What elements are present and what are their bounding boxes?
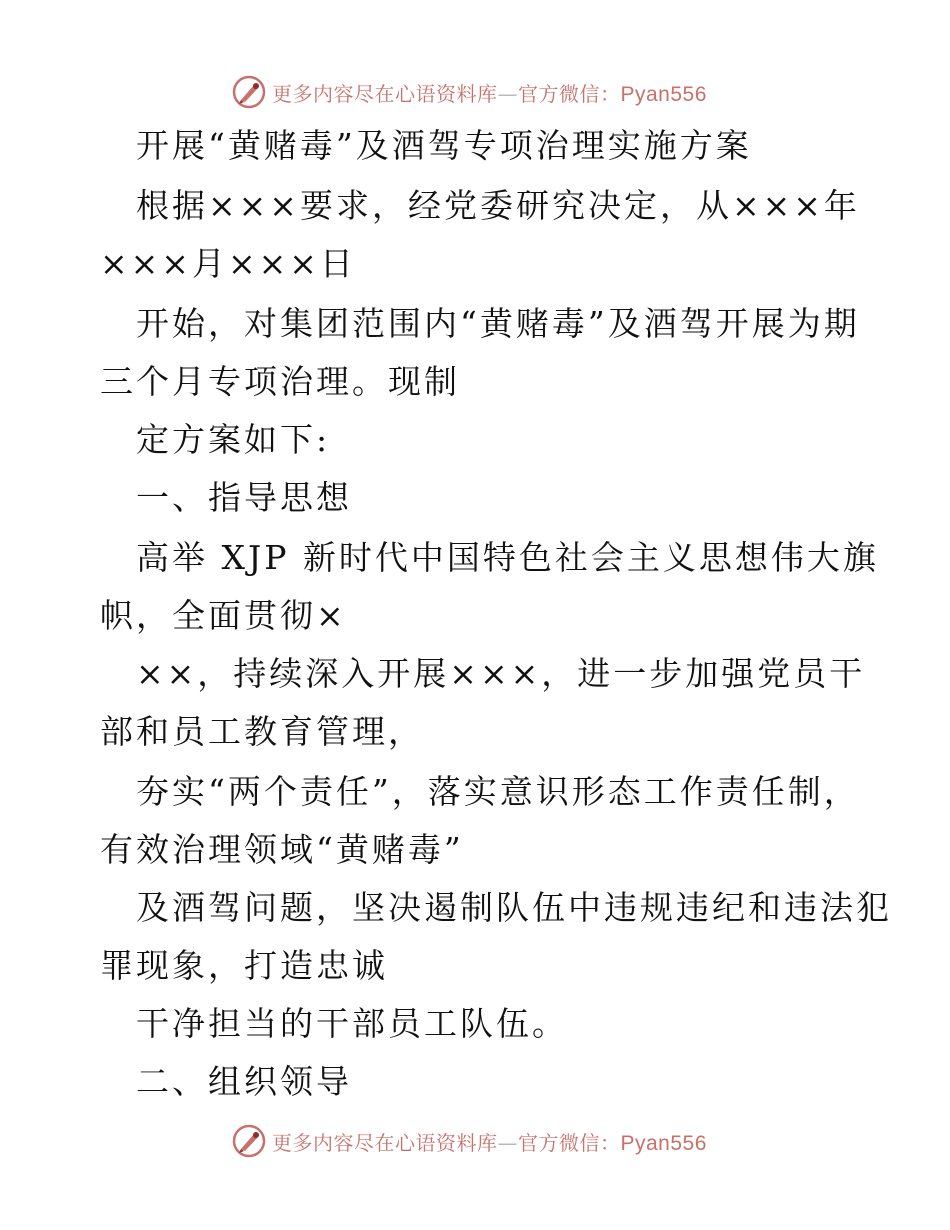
paragraph-line: 定方案如下: [136, 420, 331, 459]
paragraph-line: 夯实“两个责任”，落实意识形态工作责任制， [136, 772, 860, 811]
paragraph-line: 有效治理领域“黄赌毒” [100, 830, 464, 869]
section-heading: 一、指导思想 [136, 478, 352, 517]
paragraph-line: 干净担当的干部员工队伍。 [136, 1004, 568, 1043]
banner-separator: — [497, 81, 518, 106]
section-heading: 二、组织领导 [136, 1062, 352, 1101]
banner-contact-id: Pyan556 [620, 1131, 707, 1155]
banner-main-text: 更多内容尽在心语资料库 [272, 1130, 498, 1155]
paragraph-line: 根据×××要求，经党委研究决定，从×××年 [136, 186, 860, 225]
pen-logo-icon [232, 1124, 266, 1158]
paragraph-line: ×××月×××日 [100, 244, 356, 283]
paragraph-line: 高举 XJP 新时代中国特色社会主义思想伟大旗 [136, 538, 879, 577]
document-title: 开展“黄赌毒”及酒驾专项治理实施方案 [136, 126, 752, 165]
paragraph-line: 罪现象，打造忠诚 [100, 946, 388, 985]
paragraph-line: 及酒驾问题，坚决遏制队伍中违规违纪和违法犯 [136, 888, 892, 927]
banner-content [232, 72, 707, 112]
banner-separator: — [497, 1130, 518, 1155]
pen-logo-icon [232, 75, 266, 109]
paragraph-line: 帜，全面贯彻× [100, 596, 347, 635]
paragraph-line: 三个月专项治理。现制 [100, 362, 460, 401]
paragraph-line: ××，持续深入开展×××，进一步加强党员干 [136, 654, 866, 693]
banner-contact-id: Pyan556 [620, 82, 707, 106]
banner-content [232, 1121, 707, 1161]
banner-contact-label: 官方微信： [518, 1130, 621, 1155]
paragraph-line: 开始，对集团范围内“黄赌毒”及酒驾开展为期 [136, 304, 860, 343]
paragraph-line: 部和员工教育管理， [100, 712, 424, 751]
header-banner [0, 72, 950, 112]
banner-main-text: 更多内容尽在心语资料库 [272, 81, 498, 106]
banner-contact-label: 官方微信： [518, 81, 621, 106]
footer-banner [0, 1121, 950, 1161]
